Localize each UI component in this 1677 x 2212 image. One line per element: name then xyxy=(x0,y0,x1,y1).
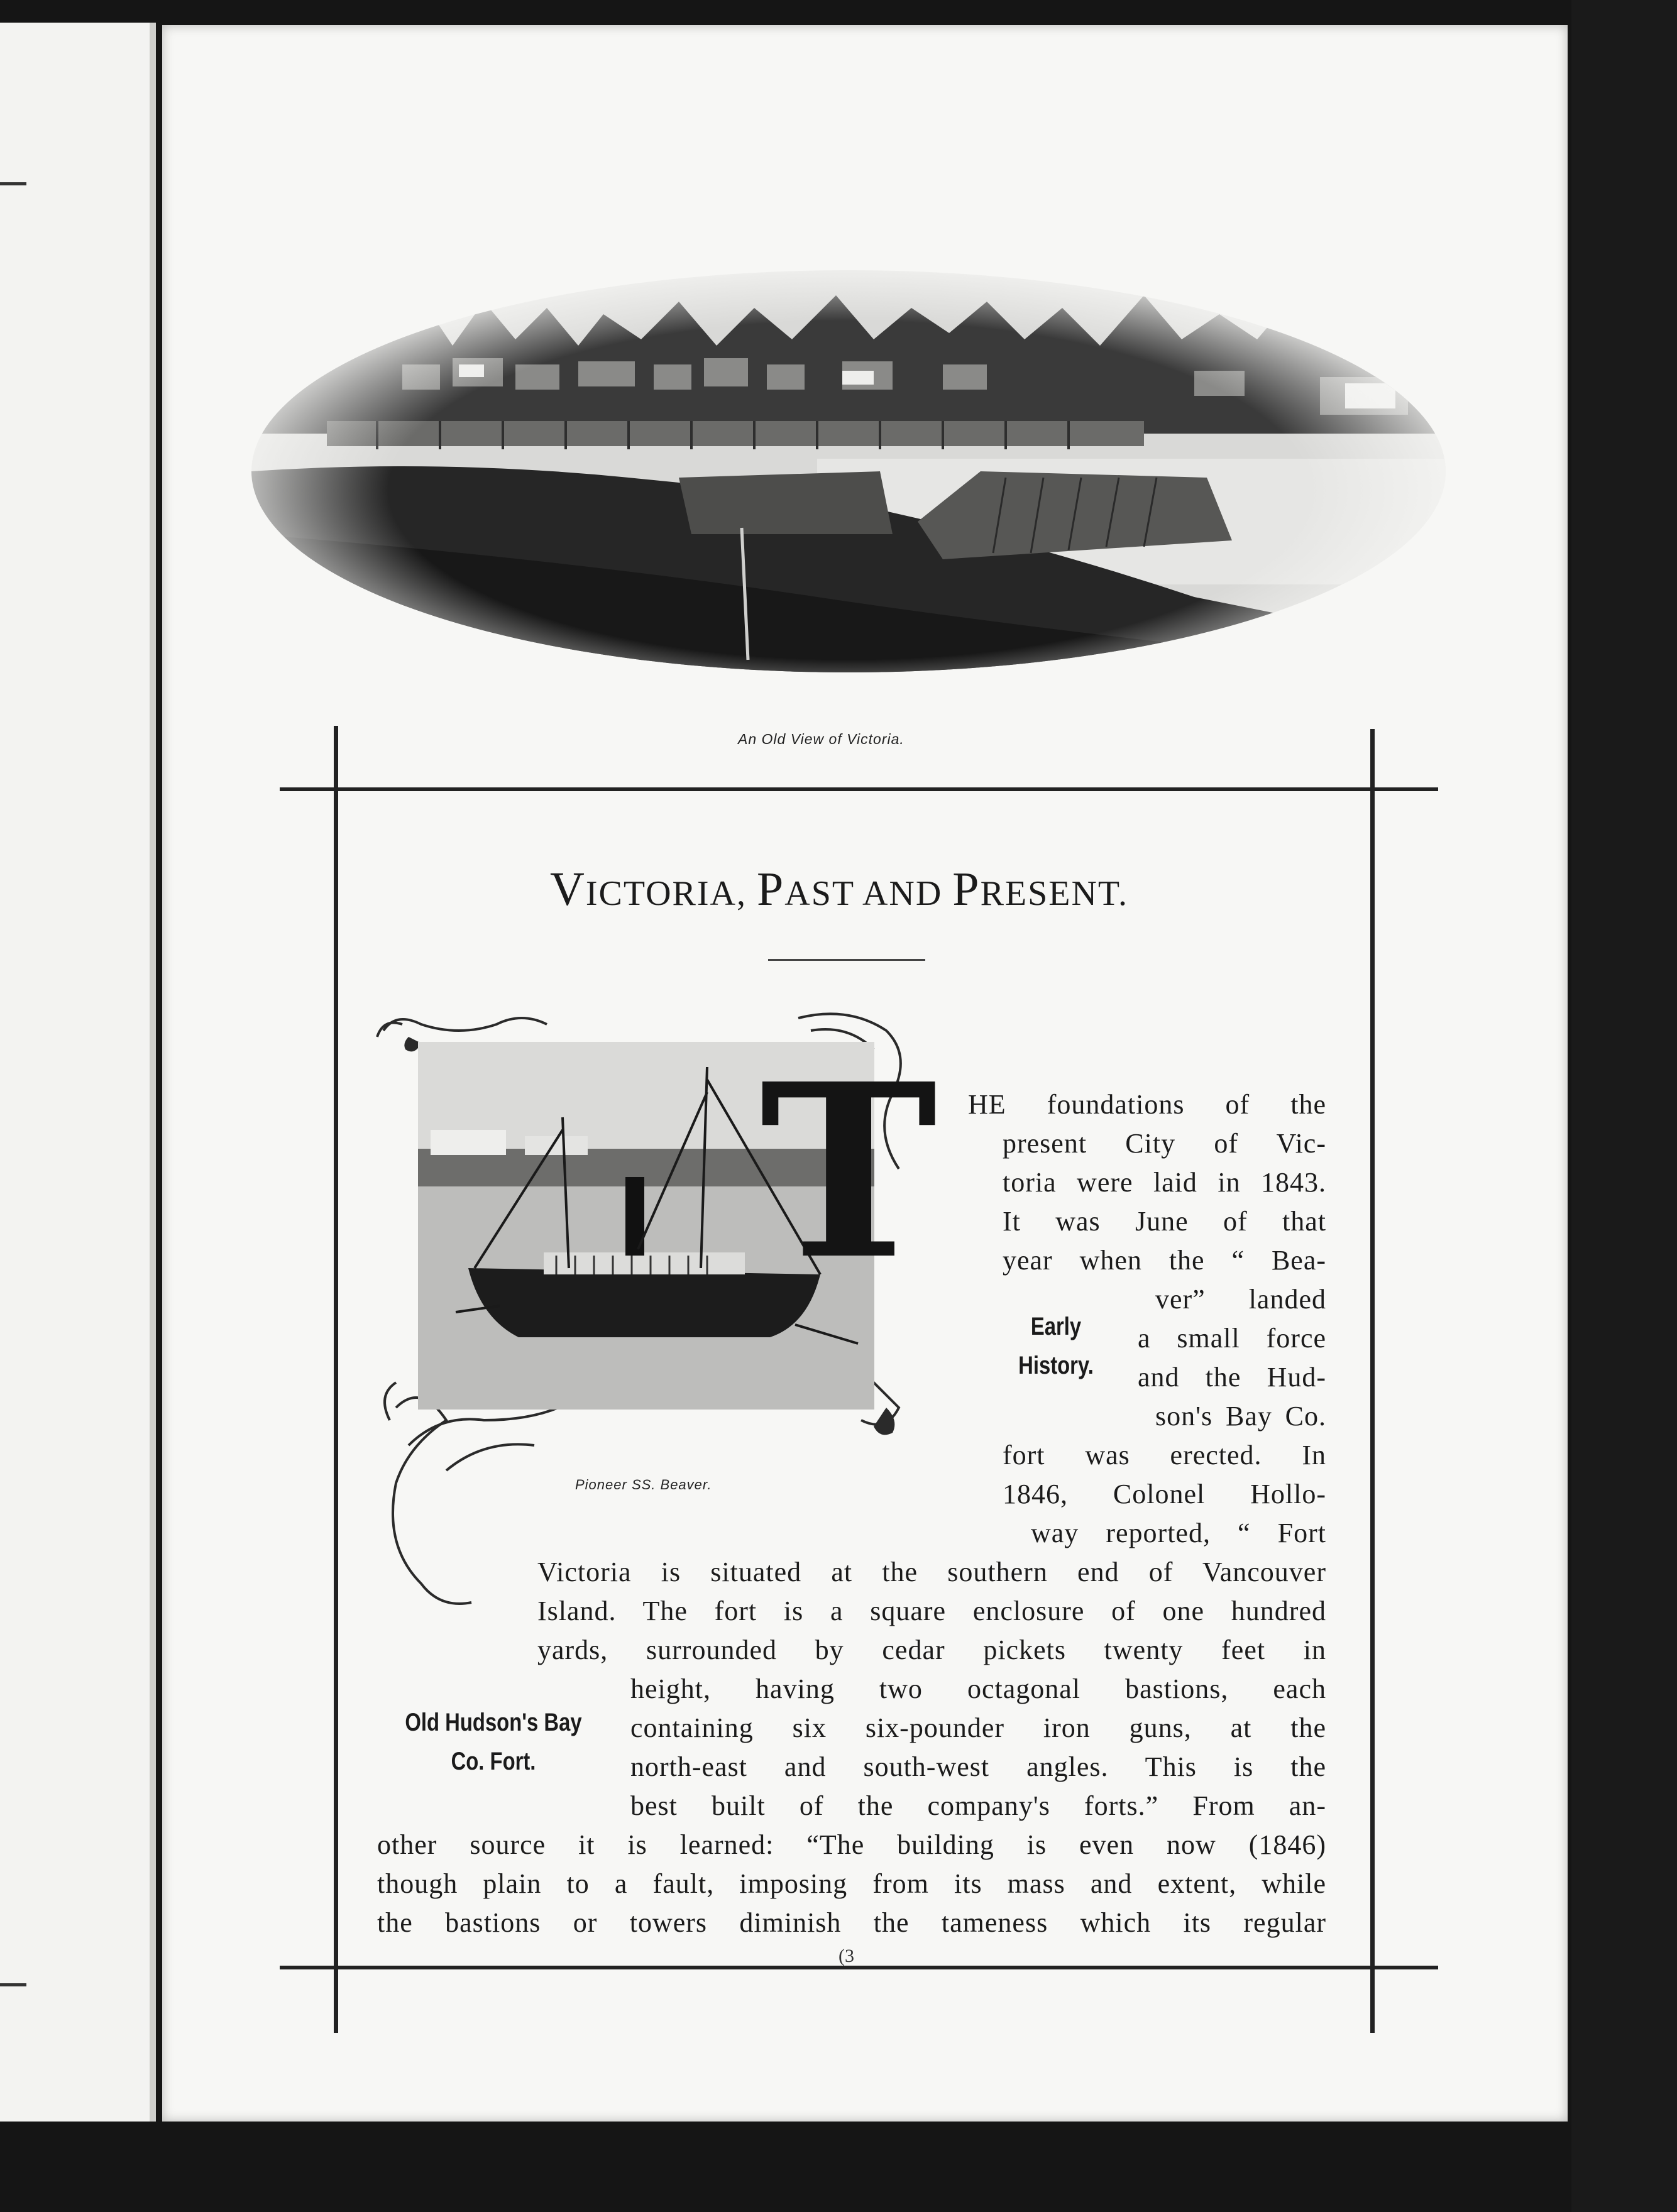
text-line: 1846, Colonel Hollo- xyxy=(1003,1479,1326,1509)
left-facing-page xyxy=(0,23,156,2122)
text-line: It was June of that xyxy=(1003,1206,1326,1237)
title-smallcaps: AST AND xyxy=(784,874,953,913)
text-line: other source it is learned: “The building is even now (1846) xyxy=(377,1829,1326,1860)
text-line: north-east and south-west angles. This is the xyxy=(630,1751,1326,1782)
text-line: yards, surrounded by cedar pickets twenty feet in xyxy=(537,1634,1326,1665)
text-line: son's Bay Co. xyxy=(1155,1401,1326,1432)
page-number: (3 xyxy=(838,1946,854,1966)
text-line: and the Hud- xyxy=(1138,1362,1326,1393)
article-title xyxy=(459,862,1219,917)
frame-top-rule xyxy=(280,787,1438,791)
text-line: HE foundations of the xyxy=(968,1089,1326,1120)
text-line: toria were laid in 1843. xyxy=(1003,1167,1326,1198)
side-note-line: History. xyxy=(1018,1352,1094,1379)
text-line: present City of Vic- xyxy=(1003,1128,1326,1159)
title-initial: V xyxy=(550,863,586,916)
side-note-line: Co. Fort. xyxy=(451,1748,536,1775)
page-gutter xyxy=(150,23,156,2122)
title-initial: P xyxy=(952,863,981,916)
text-line: containing six six-pounder iron guns, at the xyxy=(630,1712,1326,1743)
title-initial: P xyxy=(756,863,785,916)
text-line: ver” landed xyxy=(1155,1284,1326,1315)
side-note-line: Early xyxy=(1030,1313,1082,1340)
title-smallcaps: RESENT. xyxy=(980,874,1128,913)
frame-left-rule xyxy=(334,726,338,2033)
text-line: best built of the company's forts.” From an- xyxy=(630,1790,1326,1821)
side-note-line: Old Hudson's Bay xyxy=(405,1709,582,1736)
title-rule xyxy=(768,959,925,961)
text-line: a small force xyxy=(1138,1323,1326,1354)
top-photo-caption: An Old View of Victoria. xyxy=(738,731,904,747)
old-view-of-victoria-photo xyxy=(251,270,1446,710)
text-line: Victoria is situated at the southern end of Vancouver xyxy=(537,1557,1326,1587)
side-note-old-fort xyxy=(385,1703,602,1781)
ship-photo-caption: Pioneer SS. Beaver. xyxy=(575,1477,712,1492)
text-line: year when the “ Bea- xyxy=(1003,1245,1326,1276)
scanner-border xyxy=(1571,0,1677,2212)
frame-right-rule xyxy=(1370,729,1375,2033)
margin-mark xyxy=(0,182,26,185)
text-line: way reported, “ Fort xyxy=(1031,1518,1326,1548)
frame-bottom-rule xyxy=(280,1966,1438,1969)
text-line: Island. The fort is a square enclosure of one hundred xyxy=(537,1596,1326,1626)
text-line: height, having two octagonal bastions, each xyxy=(630,1673,1326,1704)
side-note-early-history xyxy=(999,1307,1113,1385)
text-line: the bastions or towers diminish the tameness which its regular xyxy=(377,1907,1326,1938)
text-line: fort was erected. In xyxy=(1003,1440,1326,1470)
margin-mark xyxy=(0,1983,26,1986)
text-line: though plain to a fault, imposing from its mass and extent, while xyxy=(377,1868,1326,1899)
drop-cap: T xyxy=(759,1031,938,1312)
title-smallcaps: ICTORIA, xyxy=(585,874,757,913)
